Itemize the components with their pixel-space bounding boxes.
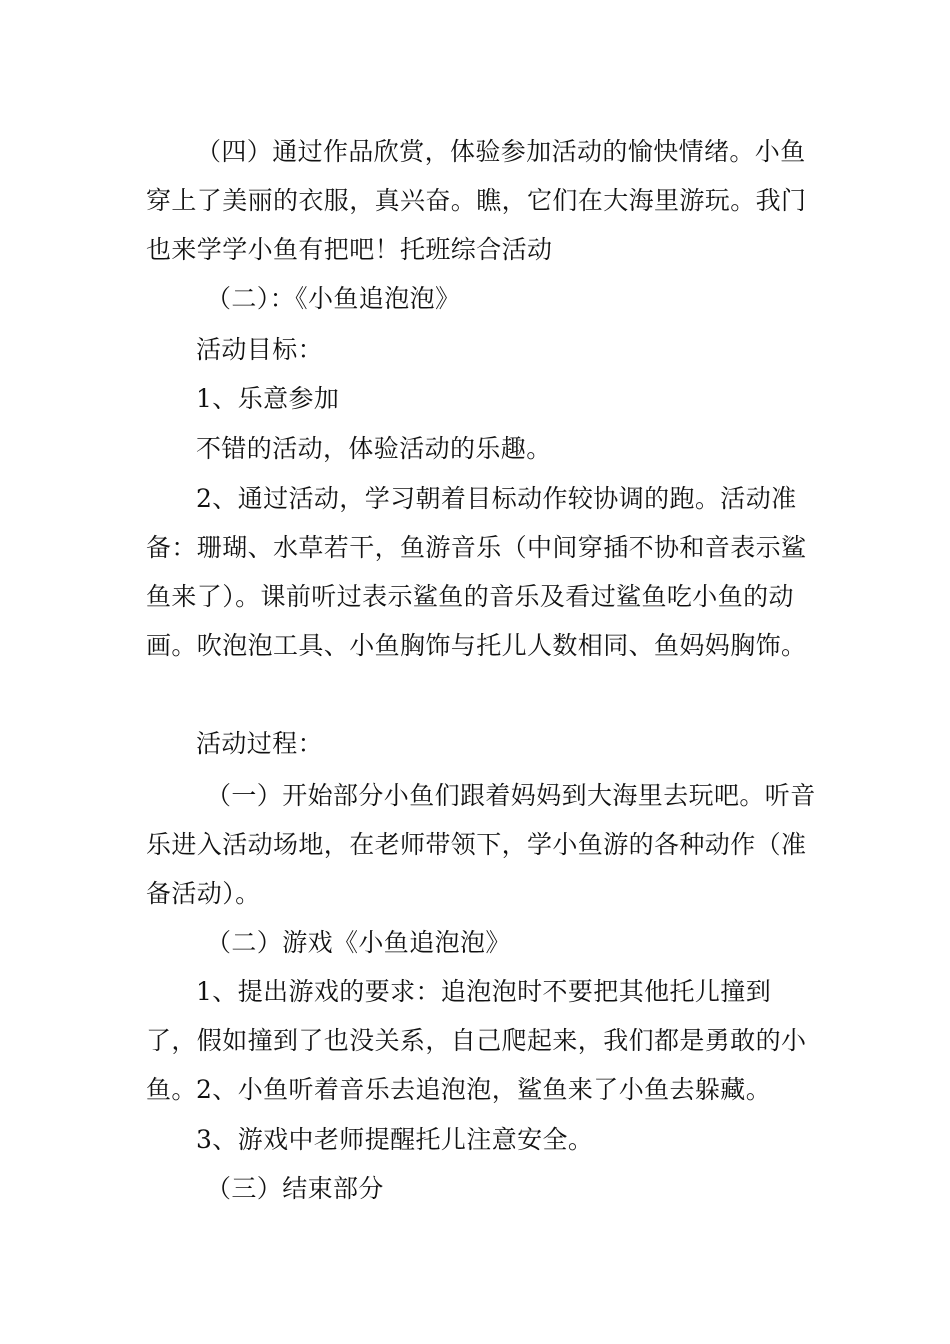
paragraph-section-four: （四）通过作品欣赏，体验参加活动的愉快情绪。小鱼穿上了美丽的衣服，真兴奋。瞧，它们在大海里游玩。我门也来学学小鱼有把吧！托班综合活动	[146, 137, 807, 264]
paragraph-game-rule-one: 1、提出游戏的要求：追泡泡时不要把其他托儿撞到了，假如撞到了也没关系，自己爬起来，我们都是勇敢的小鱼。	[146, 977, 807, 1104]
paragraph-goal-one: 1、乐意参加	[196, 384, 340, 413]
paragraph-goal-one-continued: 不错的活动，体验活动的乐趣。	[196, 434, 552, 463]
paragraph-goal-two-preparation: 2、通过活动，学习朝着目标动作较协调的跑。活动准备：珊瑚、水草若干，鱼游音乐（中间穿插不协和音表示鲨鱼来了）。课前听过表示鲨鱼的音乐及看过鲨鱼吃小鱼的动画。吹泡泡工具、小鱼胸饰与托儿人数相同、鱼妈妈胸饰。	[146, 484, 807, 660]
paragraph-goals-heading: 活动目标：	[196, 335, 324, 364]
paragraph-process-part-one: （一）开始部分小鱼们跟着妈妈到大海里去玩吧。听音乐进入活动场地，在老师带领下，学小鱼游的各种动作（准备活动）。	[146, 781, 816, 908]
paragraph-activity-title: （二）：《小鱼追泡泡》	[206, 284, 461, 313]
paragraph-game-rule-two: 2、小鱼听着音乐去追泡泡，鲨鱼来了小鱼去躲藏。	[196, 1075, 772, 1104]
paragraph-process-heading: 活动过程：	[196, 729, 324, 758]
paragraph-game-heading: （二）游戏《小鱼追泡泡》	[206, 928, 511, 957]
paragraph-ending-heading: （三）结束部分	[206, 1174, 384, 1203]
paragraph-game-rule-three: 3、游戏中老师提醒托儿注意安全。	[196, 1125, 594, 1154]
